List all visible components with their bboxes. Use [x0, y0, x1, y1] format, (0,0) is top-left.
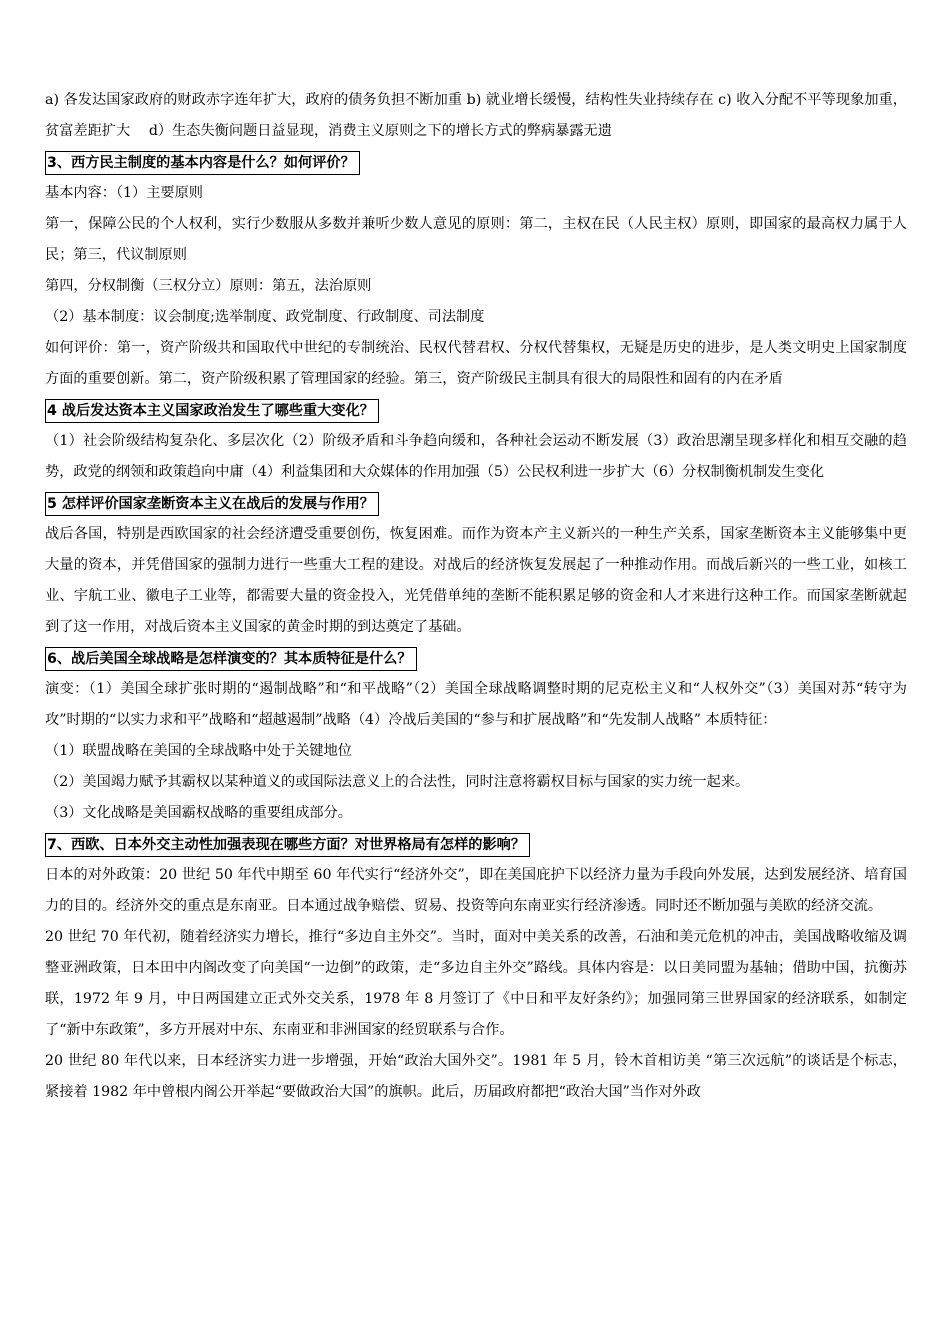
section-heading: 7、西欧、日本外交主动性加强表现在哪些方面？对世界格局有怎样的影响？	[45, 833, 530, 857]
section-7	[45, 829, 907, 1108]
paragraph: 战后各国，特别是西欧国家的社会经济遭受重要创伤，恢复困难。而作为资本产主义新兴的一种生产关系，国家垄断资本主义能够集中更大量的资本，并凭借国家的强制力进行一些重大工程的建设。对战后的经济恢复发展起了一种推动作用。而战后新兴的一些工业，如核工业、宇航工业、徽电子工业等，都需要大量的资金投入，光凭借单纯的垄断不能积累足够的资金和人才来进行这种工作。而国家垄断就起到了这一作用，对战后资本主义国家的黄金时期的到达奠定了基础。	[45, 526, 907, 635]
paragraph: （2）基本制度：议会制度;选举制度、政党制度、行政制度、司法制度	[45, 309, 485, 325]
paragraph: （3）文化战略是美国霸权战略的重要组成部分。	[45, 805, 352, 821]
paragraph: 20 世纪 70 年代初，随着经济实力增长，推行“多边自主外交”。当时，面对中美关系的改善，石油和美元危机的冲击，美国战略收缩及调整亚洲政策，日本田中内阁改变了向美国“一边倒”的政策，走“多边自主外交”路线。具体内容是：以日美同盟为基轴；借助中国，抗衡苏联，1972 年 9 月，中日两国建立正式外交关系，1978 年 8 月签订了《中日和平友好条约》；加强同第三世界国家的经济联系，如制定了“新中东政策”，多方开展对中东、东南亚和非洲国家的经贸联系与合作。	[45, 929, 907, 1038]
paragraph: 基本内容：（1）主要原则	[45, 185, 203, 201]
section-heading: 4 战后发达资本主义国家政治发生了哪些重大变化？	[45, 399, 379, 423]
intro-paragraph: a) 各发达国家政府的财政赤字连年扩大，政府的债务负担不断加重 b) 就业增长缓慢，结构性失业持续存在 c) 收入分配不平等现象加重，贫富差距扩大 d）生态失衡问题日益显现，消费主义原则之下的增长方式的弊病暴露无遗	[45, 92, 907, 139]
section-6	[45, 643, 907, 829]
paragraph: （1）联盟战略在美国的全球战略中处于关键地位	[45, 743, 352, 759]
section-heading: 5 怎样评价国家垄断资本主义在战后的发展与作用？	[45, 492, 379, 516]
paragraph: （2）美国竭力赋予其霸权以某种道义的或国际法意义上的合法性，同时注意将霸权目标与国家的实力统一起来。	[45, 774, 750, 790]
section-heading: 3、西方民主制度的基本内容是什么？如何评价？	[45, 151, 360, 175]
paragraph: 演变：（1）美国全球扩张时期的“遏制战略”和“和平战略”（2）美国全球战略调整时期的尼克松主义和“人权外交”（3）美国对苏“转守为攻”时期的“以实力求和平”战略和“超越遏制”战略（4）冷战后美国的“参与和扩展战略”和“先发制人战略” 本质特征：	[45, 681, 907, 728]
paragraph: 如何评价：第一，资产阶级共和国取代中世纪的专制统治、民权代替君权、分权代替集权，无疑是历史的进步，是人类文明史上国家制度方面的重要创新。第二，资产阶级积累了管理国家的经验。第三，资产阶级民主制具有很大的局限性和固有的内在矛盾	[45, 340, 907, 387]
paragraph: （1）社会阶级结构复杂化、多层次化（2）阶级矛盾和斗争趋向缓和，各种社会运动不断发展（3）政治思潮呈现多样化和相互交融的趋势，政党的纲领和政策趋向中庸（4）利益集团和大众媒体的作用加强（5）公民权利进一步扩大（6）分权制衡机制发生变化	[45, 433, 907, 480]
section-heading: 6、战后美国全球战略是怎样演变的？其本质特征是什么？	[45, 647, 417, 671]
paragraph: 第四，分权制衡（三权分立）原则：第五，法治原则	[45, 278, 372, 294]
paragraph: 日本的对外政策：20 世纪 50 年代中期至 60 年代实行“经济外交”，即在美国庇护下以经济力量为手段向外发展，达到发展经济、培育国力的目的。经济外交的重点是东南亚。日本通过战争赔偿、贸易、投资等向东南亚实行经济渗透。同时还不断加强与美欧的经济交流。	[45, 867, 907, 914]
section-5	[45, 488, 907, 643]
document-page	[45, 85, 907, 1108]
paragraph: 第一，保障公民的个人权利，实行少数服从多数并兼听少数人意见的原则：第二，主权在民（人民主权）原则，即国家的最高权力属于人民；第三，代议制原则	[45, 216, 907, 263]
section-4	[45, 395, 907, 488]
section-3	[45, 147, 907, 395]
paragraph: 20 世纪 80 年代以来，日本经济实力进一步增强，开始“政治大国外交”。1981 年 5 月，铃木首相访美 “第三次远航”的谈话是个标志，紧接着 1982 年中曾根内阁公开举起“要做政治大国”的旗帜。此后，历届政府都把“政治大国”当作对外政	[45, 1053, 907, 1100]
